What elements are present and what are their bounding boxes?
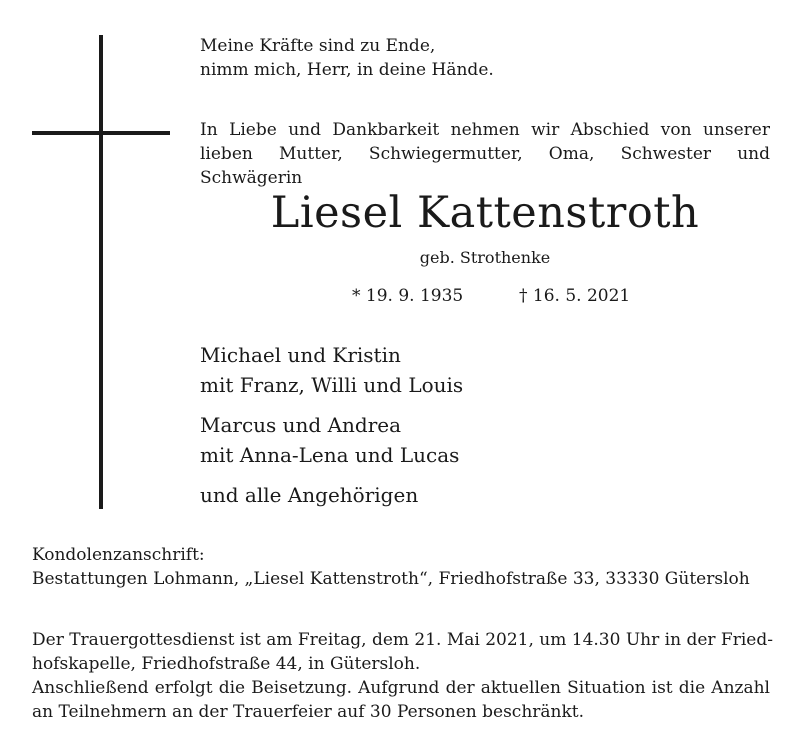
condolence-label: Kondolenzanschrift: (32, 545, 205, 565)
intro-line: In Liebe und Dankbarkeit nehmen wir Abschied von unserer (200, 120, 770, 140)
mourner-line: und alle Angehörigen (200, 483, 419, 507)
intro-text (200, 118, 770, 190)
verse-line: nimm mich, Herr, in deine Hände. (200, 60, 494, 80)
service-line: Anschließend erfolgt die Beisetzung. Aufgrund der aktuellen Situation ist die Anzahl (32, 678, 770, 698)
service-line: hofskapelle, Friedhofstraße 44, in Gütersloh. (32, 654, 421, 674)
birth-date: * 19. 9. 1935 (352, 286, 464, 306)
mourner-group (200, 480, 463, 510)
mourner-line: Michael und Kristin (200, 343, 401, 367)
mourners-list (200, 340, 463, 520)
verse (200, 34, 494, 82)
mourner-line: Marcus und Andrea (200, 413, 402, 437)
service-line: an Teilnehmern an der Trauerfeier auf 30 Personen beschränkt. (32, 702, 585, 722)
mourner-group (200, 410, 463, 470)
death-date: † 16. 5. 2021 (519, 286, 631, 306)
intro-line: lieben Mutter, Schwiegermutter, Oma, Schwester und Schwägerin (200, 144, 770, 188)
cross-icon-crossbar (32, 131, 170, 135)
cross-icon (99, 35, 103, 509)
mourner-line: mit Anna-Lena und Lucas (200, 443, 460, 467)
mourner-group (200, 340, 463, 400)
mourner-line: mit Franz, Willi und Louis (200, 373, 464, 397)
service-info (32, 628, 773, 724)
deceased-name: Liesel Kattenstroth (270, 188, 700, 238)
condolence-address (32, 543, 750, 591)
verse-line: Meine Kräfte sind zu Ende, (200, 36, 436, 56)
condolence-address-text: Bestattungen Lohmann, „Liesel Kattenstroth“, Friedhofstraße 33, 33330 Gütersloh (32, 569, 750, 589)
service-line: Der Trauergottesdienst ist am Freitag, dem 21. Mai 2021, um 14.30 Uhr in der Fried- (32, 630, 773, 650)
maiden-name: geb. Strothenke (419, 248, 551, 267)
